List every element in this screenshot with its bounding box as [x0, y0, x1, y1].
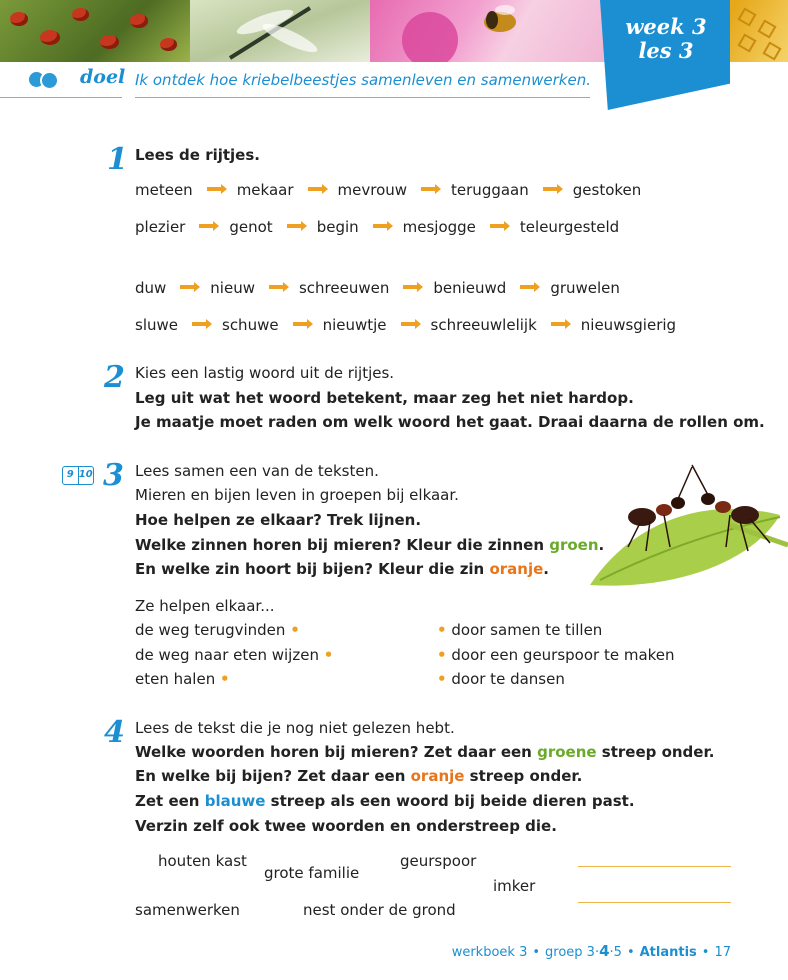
- match-item-left[interactable]: [135, 669, 230, 689]
- arrow-right-icon: [293, 322, 309, 326]
- footer-book: werkboek 3: [451, 945, 528, 960]
- underline-word[interactable]: grote familie: [264, 864, 360, 882]
- color-word-green: groen: [549, 536, 599, 554]
- connect-dot[interactable]: •: [437, 621, 447, 639]
- color-word-orange: oranje: [489, 560, 544, 578]
- exercise-number: 2: [104, 360, 125, 395]
- week-label: week 3: [625, 14, 707, 39]
- exercise-text: Lees samen een van de teksten.: [135, 462, 379, 480]
- word: benieuwd: [433, 279, 507, 297]
- text-part: .: [543, 560, 549, 578]
- underline-word[interactable]: geurspoor: [400, 852, 477, 870]
- word: schuwe: [222, 316, 279, 334]
- book-page-number: 9: [63, 467, 79, 484]
- word: mesjogge: [402, 218, 476, 236]
- text-part: streep als een woord bij beide dieren past.: [265, 792, 635, 810]
- exercise-text: Hoe helpen ze elkaar? Trek lijnen.: [135, 511, 422, 529]
- arrow-right-icon: [401, 322, 417, 326]
- ladybug-photo: [0, 0, 190, 62]
- answer-line[interactable]: [578, 902, 731, 903]
- connect-dot[interactable]: •: [290, 621, 300, 639]
- arrow-right-icon: [207, 187, 223, 191]
- underline-word[interactable]: samenwerken: [135, 901, 240, 919]
- arrow-right-icon: [543, 187, 559, 191]
- match-item-right[interactable]: [437, 669, 565, 689]
- doel-text: Ik ontdek hoe kriebelbeestjes samenleven en samenwerken.: [135, 71, 591, 89]
- connect-dot[interactable]: •: [437, 670, 447, 688]
- text-part: En welke bij bijen? Zet daar een: [135, 767, 411, 785]
- exercise-text: [135, 742, 714, 762]
- arrow-right-icon: [269, 285, 285, 289]
- lesson-label: les 3: [638, 38, 694, 63]
- arrow-right-icon: [520, 285, 536, 289]
- match-item-left[interactable]: [135, 645, 333, 665]
- word: nieuw: [210, 279, 255, 297]
- arrow-right-icon: [421, 187, 437, 191]
- exercise-text: Je maatje moet raden om welk woord het gaat. Draai daarna de rollen om.: [135, 413, 765, 431]
- word: begin: [316, 218, 359, 236]
- flower-bee-photo: [370, 0, 610, 62]
- match-item-right[interactable]: [437, 645, 675, 665]
- match-text: door een geurspoor te maken: [451, 646, 675, 664]
- exercise-text: [135, 559, 549, 579]
- footer-group-post: 5: [613, 945, 622, 960]
- exercise-text: [135, 535, 604, 555]
- doel-label: doel: [80, 66, 126, 88]
- exercise-text: Leg uit wat het woord betekent, maar zeg het niet hardop.: [135, 389, 634, 407]
- word: mevrouw: [337, 181, 408, 199]
- word-row: [135, 278, 620, 298]
- color-word-green: groene: [537, 743, 597, 761]
- exercise-text: [135, 791, 635, 811]
- match-text: de weg naar eten wijzen: [135, 646, 319, 664]
- text-part: En welke zin hoort bij bijen? Kleur die zin: [135, 560, 490, 578]
- connect-dot[interactable]: •: [323, 646, 334, 664]
- exercise-text: Lees de tekst die je nog niet gelezen hebt.: [135, 719, 455, 737]
- exercise-number: 4: [104, 715, 125, 750]
- exercise-text: Mieren en bijen leven in groepen bij elkaar.: [135, 486, 459, 504]
- word: plezier: [135, 218, 186, 236]
- word-row: [135, 180, 641, 200]
- word: teleurgesteld: [519, 218, 620, 236]
- footer-dot: ·: [594, 945, 600, 960]
- ants-on-leaf-image: [580, 455, 788, 595]
- divider: [135, 97, 590, 98]
- match-text: de weg terugvinden: [135, 621, 286, 639]
- match-text: eten halen: [135, 670, 216, 688]
- underline-word[interactable]: imker: [493, 877, 536, 895]
- word: mekaar: [236, 181, 294, 199]
- word-row: [135, 315, 676, 335]
- book-pages-icon: [62, 466, 94, 485]
- exercise-instruction: Lees de rijtjes.: [135, 146, 260, 164]
- match-intro: Ze helpen elkaar...: [135, 597, 275, 615]
- text-part: Zet een: [135, 792, 205, 810]
- answer-line[interactable]: [578, 866, 731, 867]
- match-text: door te dansen: [451, 670, 565, 688]
- divider: [0, 97, 122, 98]
- arrow-right-icon: [287, 224, 303, 228]
- arrow-right-icon: [308, 187, 324, 191]
- match-item-left[interactable]: [135, 620, 300, 640]
- word: duw: [135, 279, 167, 297]
- week-badge-text: [606, 15, 726, 63]
- word: schreeuwen: [298, 279, 390, 297]
- footer-brand: Atlantis: [639, 945, 697, 960]
- footer-group-mid: 4: [599, 942, 610, 960]
- match-item-right[interactable]: [437, 620, 602, 640]
- word: nieuwtje: [322, 316, 387, 334]
- text-part: .: [598, 536, 605, 554]
- word: gestoken: [572, 181, 642, 199]
- dragonfly-photo: [190, 0, 370, 62]
- word: genot: [229, 218, 273, 236]
- arrow-right-icon: [192, 322, 208, 326]
- arrow-right-icon: [180, 285, 196, 289]
- exercise-text: Kies een lastig woord uit de rijtjes.: [135, 364, 395, 382]
- color-word-blue: blauwe: [204, 792, 266, 810]
- text-part: streep onder.: [596, 743, 715, 761]
- exercise-number: 3: [103, 458, 124, 493]
- word: sluwe: [135, 316, 178, 334]
- two-faces-icon: [27, 68, 61, 92]
- word: gruwelen: [550, 279, 620, 297]
- book-page-number: 10: [78, 469, 93, 480]
- color-word-orange: oranje: [410, 767, 465, 785]
- arrow-right-icon: [551, 322, 567, 326]
- page-footer: werkboek 3 • groep 3·4·5 • Atlantis • 17: [451, 942, 731, 960]
- arrow-right-icon: [199, 224, 215, 228]
- connect-dot[interactable]: •: [220, 670, 230, 688]
- arrow-right-icon: [490, 224, 506, 228]
- word: teruggaan: [451, 181, 529, 199]
- match-text: door samen te tillen: [451, 621, 603, 639]
- text-part: streep onder.: [464, 767, 583, 785]
- text-part: Welke zinnen horen bij mieren? Kleur die zinnen: [135, 536, 550, 554]
- word: nieuwsgierig: [580, 316, 677, 334]
- exercise-text: Verzin zelf ook twee woorden en onderstreep die.: [135, 817, 557, 835]
- word-row: [135, 217, 619, 237]
- underline-word[interactable]: nest onder de grond: [303, 901, 456, 919]
- connect-dot[interactable]: •: [437, 646, 447, 664]
- underline-word[interactable]: houten kast: [158, 852, 247, 870]
- page-number: 17: [714, 945, 731, 960]
- exercise-number: 1: [107, 142, 128, 177]
- word: schreeuwlelijk: [430, 316, 537, 334]
- exercise-text: [135, 766, 582, 786]
- arrow-right-icon: [403, 285, 419, 289]
- word: meteen: [135, 181, 193, 199]
- text-part: Welke woorden horen bij mieren? Zet daar een: [135, 743, 538, 761]
- footer-group-pre: groep 3: [545, 945, 595, 960]
- arrow-right-icon: [373, 224, 389, 228]
